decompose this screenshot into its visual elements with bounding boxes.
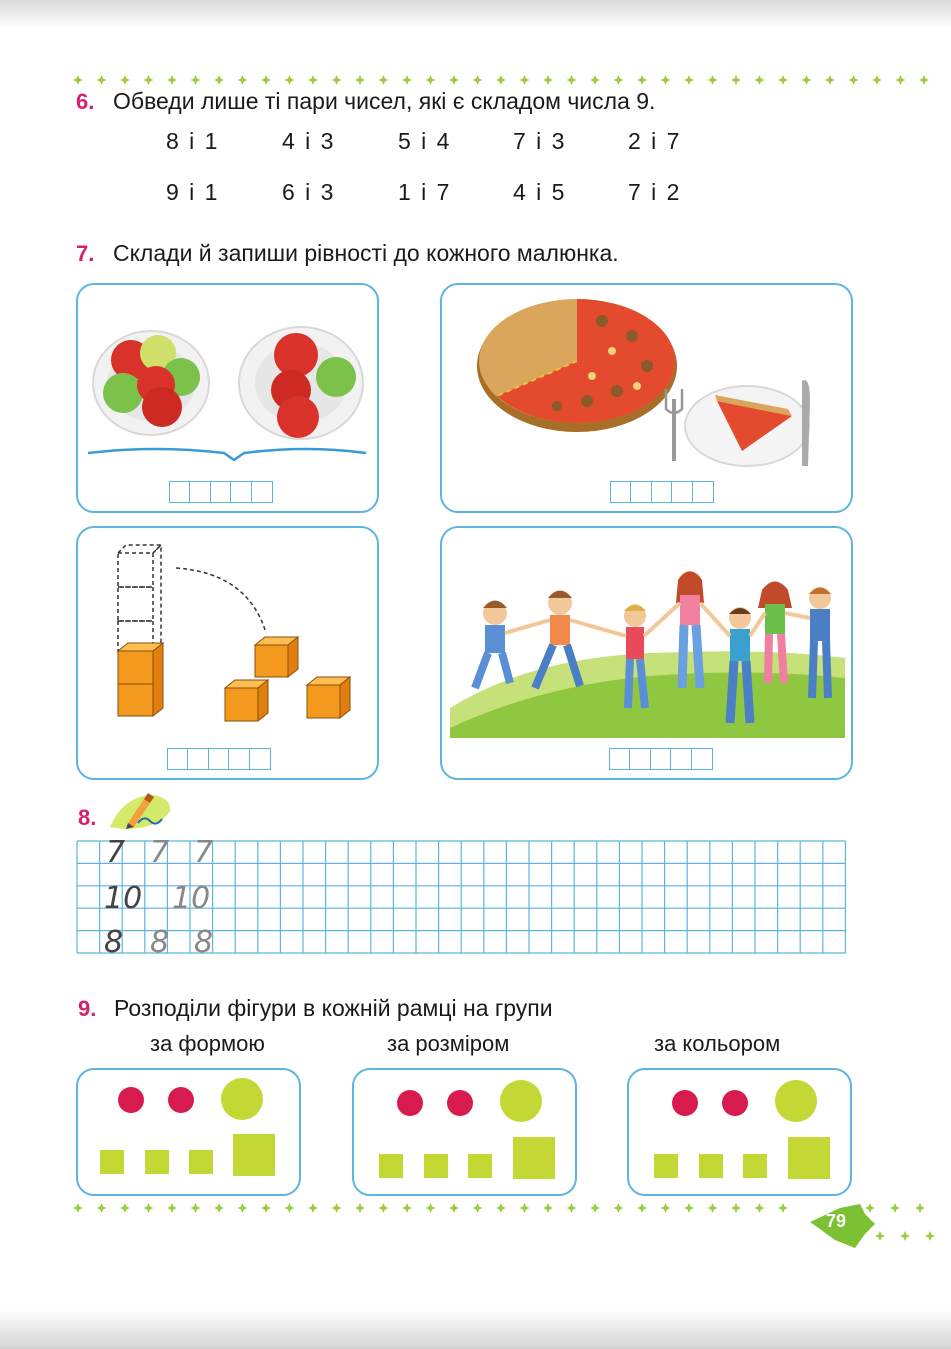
big-green-circle[interactable] — [775, 1080, 817, 1122]
task9-instruction: Розподіли фігури в кожній рамці на групи — [114, 995, 553, 1021]
task6-instruction: Обведи лише ті пари чисел, які є складом числа 9. — [113, 88, 656, 114]
apple-plate-icon — [86, 315, 371, 465]
answer-boxes[interactable] — [168, 748, 271, 770]
small-red-circle[interactable] — [447, 1090, 473, 1116]
big-green-circle[interactable] — [500, 1080, 542, 1122]
sample-digit: 7 — [106, 835, 126, 870]
small-green-square[interactable] — [468, 1154, 492, 1178]
big-green-square[interactable] — [513, 1137, 555, 1179]
task8-number: 8. — [78, 805, 97, 830]
pair-item[interactable]: 4 і 3 — [282, 128, 336, 154]
pizza-icon — [472, 291, 842, 471]
sample-digit: 8 — [104, 925, 124, 960]
small-green-square[interactable] — [743, 1154, 767, 1178]
pencil-icon — [104, 789, 176, 833]
small-green-square[interactable] — [379, 1154, 403, 1178]
answer-boxes[interactable] — [611, 481, 714, 503]
task7-instruction: Склади й запиши рівності до кожного малюнка. — [113, 240, 619, 266]
big-green-circle[interactable] — [221, 1078, 263, 1120]
trace-digit: 7 — [194, 835, 214, 870]
answer-boxes[interactable] — [610, 748, 713, 770]
small-red-circle[interactable] — [722, 1090, 748, 1116]
cubes-panel — [76, 526, 379, 780]
task6-number: 6. — [76, 89, 95, 114]
shape-frame-size — [352, 1068, 577, 1196]
page-number: 79 — [826, 1211, 847, 1231]
bottom-star-border — [70, 1200, 940, 1250]
big-green-square[interactable] — [233, 1134, 275, 1176]
big-green-square[interactable] — [788, 1137, 830, 1179]
trace-digit: 8 — [150, 925, 170, 960]
children-panel — [440, 526, 853, 780]
pair-item[interactable]: 7 і 3 — [513, 128, 567, 154]
small-green-square[interactable] — [699, 1154, 723, 1178]
group-label-color: за кольором — [654, 1031, 781, 1056]
group-label-size: за розміром — [387, 1031, 510, 1056]
sample-digit: 10 — [104, 881, 143, 916]
shape-frame-form — [76, 1068, 301, 1196]
small-green-square[interactable] — [189, 1150, 213, 1174]
small-green-square[interactable] — [100, 1150, 124, 1174]
pair-item[interactable]: 8 і 1 — [166, 128, 220, 154]
pair-item[interactable]: 5 і 4 — [398, 128, 452, 154]
task7-number: 7. — [76, 241, 95, 266]
answer-boxes[interactable] — [170, 481, 273, 503]
top-star-border — [70, 72, 940, 88]
knife-icon — [802, 380, 810, 466]
small-green-square[interactable] — [145, 1150, 169, 1174]
small-red-circle[interactable] — [118, 1087, 144, 1113]
page-top-edge — [0, 0, 951, 28]
trace-digit: 10 — [172, 881, 211, 916]
small-red-circle[interactable] — [168, 1087, 194, 1113]
page-bottom-edge — [0, 1309, 951, 1349]
trace-digit: 7 — [150, 835, 170, 870]
pair-item[interactable]: 2 і 7 — [628, 128, 682, 154]
children-icon — [450, 558, 845, 748]
trace-digit: 8 — [194, 925, 214, 960]
fork-icon — [666, 389, 682, 461]
small-red-circle[interactable] — [672, 1090, 698, 1116]
pizza-panel — [440, 283, 853, 513]
shape-frame-color — [627, 1068, 852, 1196]
small-green-square[interactable] — [654, 1154, 678, 1178]
pair-item[interactable]: 1 і 7 — [398, 179, 452, 205]
pair-item[interactable]: 9 і 1 — [166, 179, 220, 205]
pair-item[interactable]: 6 і 3 — [282, 179, 336, 205]
small-green-square[interactable] — [424, 1154, 448, 1178]
pair-item[interactable]: 4 і 5 — [513, 179, 567, 205]
task9-number: 9. — [78, 996, 97, 1021]
apples-panel — [76, 283, 379, 513]
small-red-circle[interactable] — [397, 1090, 423, 1116]
group-label-shape: за формою — [150, 1031, 265, 1056]
pair-item[interactable]: 7 і 2 — [628, 179, 682, 205]
cube-icon — [108, 538, 368, 728]
